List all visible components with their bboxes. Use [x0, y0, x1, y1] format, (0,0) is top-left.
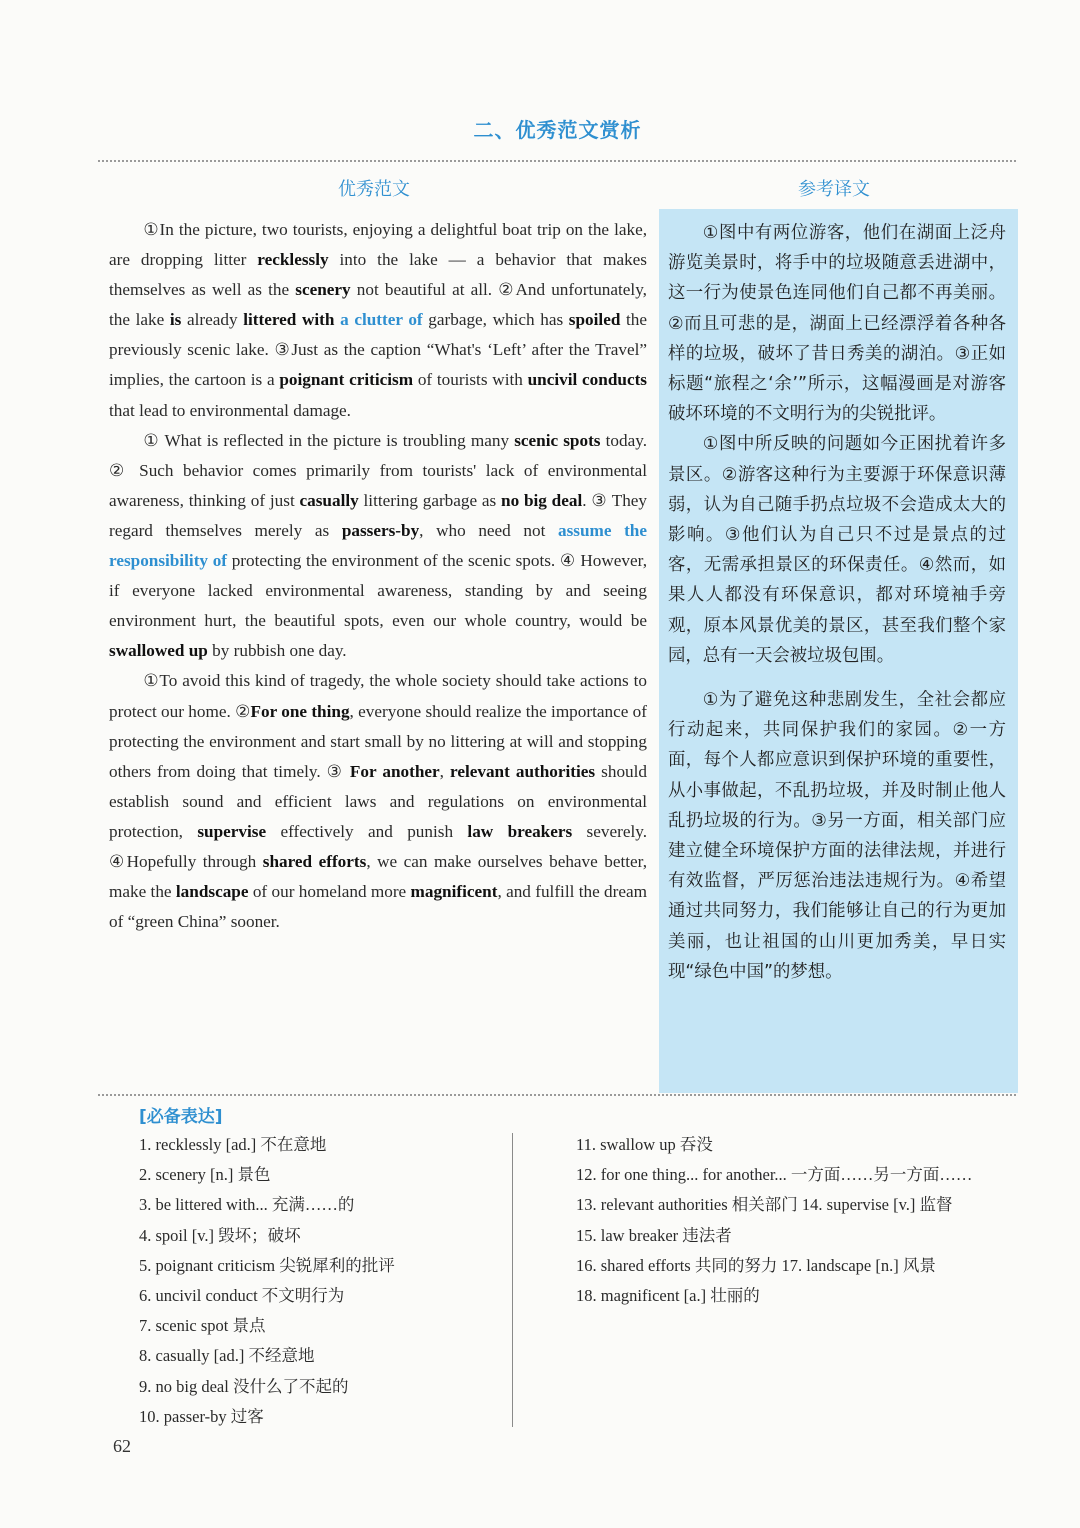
essay-text: littering garbage as	[358, 490, 502, 510]
key-phrase: For another	[349, 761, 440, 781]
key-phrase: recklessly	[257, 250, 329, 270]
key-phrase: is	[169, 310, 182, 330]
translation-heading: 参考译文	[798, 179, 870, 200]
page-number: 62	[113, 1436, 131, 1456]
section-title: 二、优秀范文赏析	[473, 118, 642, 142]
essay-text: , and fulfill the dream of “green China” sooner.	[109, 882, 648, 932]
essay-text: of our homeland more	[248, 882, 411, 902]
key-phrase: spoiled	[568, 310, 621, 330]
vocab-item: 12. for one thing... for another... 一方面……另一方面……	[576, 1165, 973, 1185]
key-phrase: relevant authorities	[450, 761, 596, 781]
key-phrase: landscape	[175, 882, 249, 902]
essay-text: by rubbish one day.	[207, 641, 347, 661]
vocab-item: 3. be littered with... 充满……的	[139, 1195, 355, 1215]
vocab-item: 6. uncivil conduct 不文明行为	[139, 1286, 345, 1306]
chinese-paragraph-1: ①图中有两位游客，他们在湖面上泛舟游览美景时，将手中的垃圾随意丢进湖中，这一行为使景色连同他们自己都不再美丽。②而且可悲的是，湖面上已经漂浮着各种各样的垃圾，破坏了昔日秀美的湖泊。③正如标题“旅程之‘余’”所示，这幅漫画是对游客破坏环境的不文明行为的尖锐批评。	[668, 223, 1006, 425]
essay-text: into the lake — a behavior that makes themselves as well as the	[109, 250, 647, 300]
key-phrase: law breakers	[467, 821, 573, 841]
bottom-dotted-divider	[98, 1094, 1016, 1096]
english-paragraph-1	[109, 215, 647, 426]
essay-text: of tourists with	[413, 370, 528, 390]
key-phrase: scenery	[295, 280, 351, 300]
vocab-item: 15. law breaker 违法者	[576, 1225, 732, 1245]
essay-text: should establish sound and efficient laws and regulations on environmental protection,	[109, 761, 648, 841]
essay-text: garbage, which has	[422, 310, 569, 330]
essay-text: effectively and punish	[266, 821, 468, 841]
essay-text: ① What is reflected in the picture is troubling many	[143, 430, 515, 450]
key-phrase: poignant criticism	[279, 370, 414, 390]
key-phrase: no big deal	[501, 490, 583, 510]
chinese-paragraph-3: ①为了避免这种悲剧发生，全社会都应行动起来，共同保护我们的家园。②一方面，每个人都应意识到保护环境的重要性，从小事做起，不乱扔垃圾，并及时制止他人乱扔垃圾的行为。③另一方面，相关部门应建立健全环境保护方面的法律法规，并进行有效监督，严厉惩治违法违规行为。④希望通过共同努力，我们能够让自己的行为更加美丽，也让祖国的山川更加秀美，早日实现“绿色中国”的梦想。	[668, 690, 1006, 982]
essay-text: severely. ④Hopefully through	[109, 821, 647, 871]
vocab-item: 7. scenic spot 景点	[139, 1316, 266, 1336]
vocab-list-left	[139, 1130, 509, 1432]
english-essay	[109, 215, 647, 937]
vocab-item: 1. recklessly [ad.] 不在意地	[139, 1135, 327, 1154]
key-phrase: passers-by	[341, 520, 420, 540]
key-phrase: uncivil conducts	[527, 370, 647, 390]
essay-text: already	[181, 310, 244, 330]
key-phrase: shared efforts	[262, 851, 367, 871]
essay-text: the previously scenic lake. ③Just as the caption “What's ‘Left’ after the Travel” implies, the cartoon is a	[109, 310, 648, 390]
vocab-item: 16. shared efforts 共同的努力 17. landscape [n.] 风景	[576, 1255, 936, 1275]
key-phrase: supervise	[197, 821, 267, 841]
key-phrase: magnificent	[410, 882, 498, 902]
essay-text: , everyone should realize the importance of protecting the environment and start small by no littering at will and stopping others from doing that timely. ③	[109, 701, 647, 781]
vocab-column-divider	[512, 1133, 513, 1427]
essay-text: . ③ They regard themselves merely as	[109, 490, 648, 540]
key-phrase: swallowed up	[109, 641, 208, 661]
top-dotted-divider	[98, 160, 1016, 162]
key-phrase: casually	[299, 490, 359, 510]
vocab-item: 5. poignant criticism 尖锐犀利的批评	[139, 1255, 395, 1275]
highlighted-phrase: assume the responsibility of	[109, 520, 647, 571]
chinese-paragraph-2: ①图中所反映的问题如今正困扰着许多景区。②游客这种行为主要源于环保意识薄弱，认为自己随手扔点垃圾不会造成太大的影响。③他们认为自己只不过是景点的过客，无需承担景区的环保责任。④然而，如果人人都没有环保意识，都对环境袖手旁观，原本风景优美的景区，甚至我们整个家园，总有一天会被垃圾包围。	[668, 434, 1006, 666]
model-essay-heading: 优秀范文	[338, 179, 410, 200]
vocab-item: 18. magnificent [a.] 壮丽的	[576, 1286, 760, 1306]
essay-text: not beautiful at all. ②And unfortunately, the lake	[109, 280, 647, 330]
expressions-title: [必备表达]	[139, 1107, 223, 1127]
vocab-item: 11. swallow up 吞没	[576, 1135, 713, 1154]
vocab-item: 8. casually [ad.] 不经意地	[139, 1346, 315, 1366]
essay-text: today. ② Such behavior comes primarily from tourists' lack of environmental awareness, thinking of just	[109, 430, 647, 510]
vocab-item: 4. spoil [v.] 毁坏；破坏	[139, 1225, 301, 1245]
chinese-translation	[668, 218, 1006, 987]
essay-text: , who need not	[419, 520, 558, 540]
vocab-item: 9. no big deal 没什么了不起的	[139, 1376, 349, 1396]
essay-text: , we can make ourselves behave better, make the	[109, 851, 647, 902]
essay-text: ,	[439, 761, 450, 781]
english-paragraph-3	[109, 666, 647, 937]
vocab-item: 13. relevant authorities 相关部门 14. supervise [v.] 监督	[576, 1195, 953, 1215]
key-phrase: For one thing	[250, 701, 350, 721]
vocab-list-right	[532, 1130, 1016, 1311]
highlighted-phrase: a clutter of	[340, 310, 423, 330]
essay-text: ①In the picture, two tourists, enjoying a delightful boat trip on the lake, are dropping litter	[109, 220, 647, 270]
vocab-item: 2. scenery [n.] 景色	[139, 1165, 271, 1185]
essay-text: protecting the environment of the scenic spots. ④ However, if everyone lacked environmental awareness, standing by and seeing environment hurt, the beautiful spots, even our whole country, would be	[109, 551, 647, 631]
key-phrase: littered with	[243, 310, 335, 330]
essay-text: ①To avoid this kind of tragedy, the whole society should take actions to protect our home. ②	[109, 671, 647, 721]
english-paragraph-2	[109, 426, 647, 667]
key-phrase: scenic spots	[514, 430, 601, 450]
vocab-item: 10. passer-by 过客	[139, 1406, 264, 1426]
essay-text: that lead to environmental damage.	[109, 400, 351, 420]
